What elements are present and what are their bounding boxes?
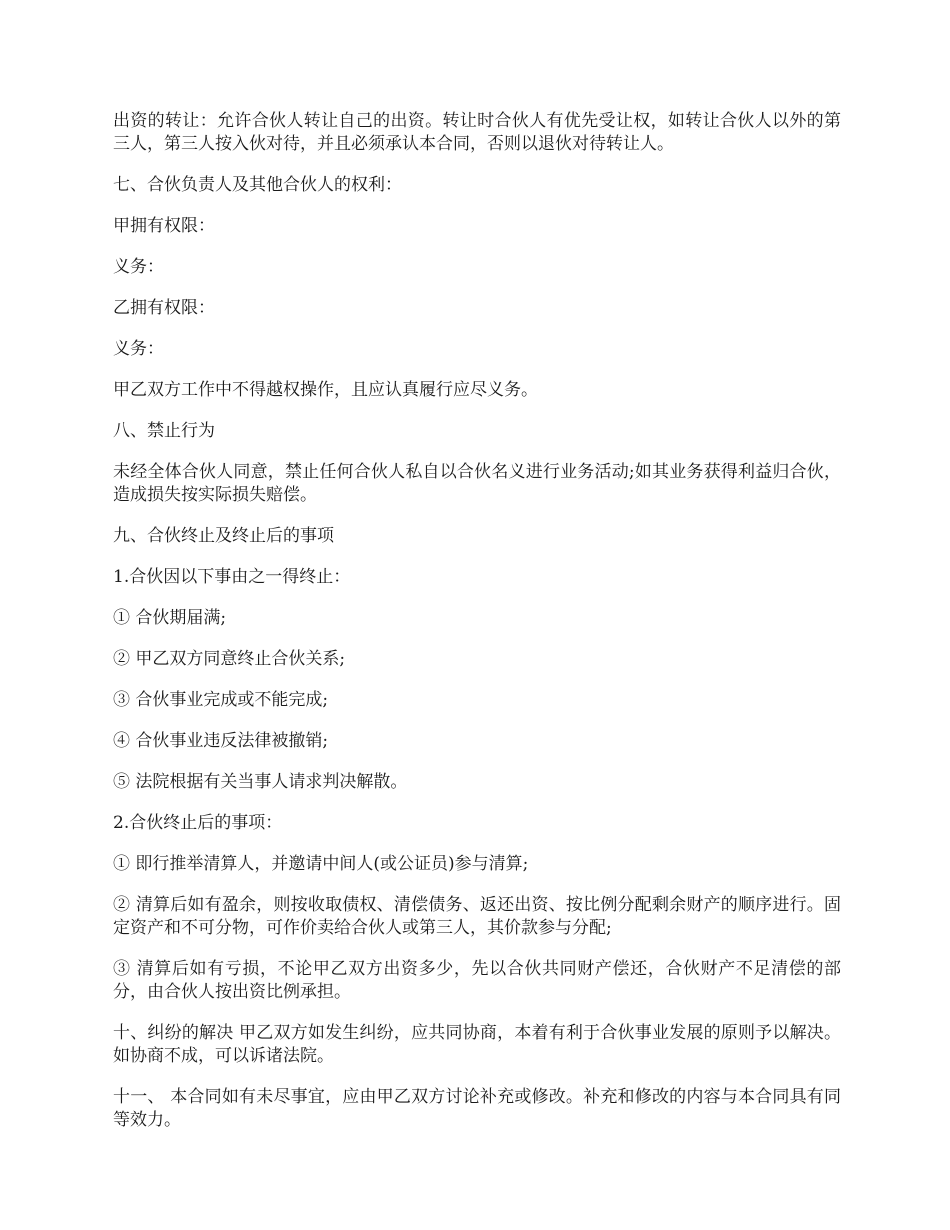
heading-section-8: 八、禁止行为 [113, 421, 215, 441]
heading-section-9: 九、合伙终止及终止后的事项 [113, 526, 334, 546]
list-item-post-termination-1: ① 即行推举清算人，并邀请中间人(或公证员)参与清算; [113, 854, 529, 874]
paragraph-prohibited-conduct: 未经全体合伙人同意，禁止任何合伙人私自以合伙名义进行业务活动;如其业务获得利益归合伙，造成损失按实际损失赔偿。 [113, 462, 841, 505]
list-item-post-termination-2: ② 清算后如有盈余，则按收取债权、清偿债务、返还出资、按比例分配剩余财产的顺序进行。固定资产和不可分物，可作价卖给合伙人或第三人，其价款参与分配; [113, 895, 841, 938]
list-item-termination-5: ⑤ 法院根据有关当事人请求判决解散。 [113, 772, 408, 792]
list-item-termination-4: ④ 合伙事业违反法律被撤销; [113, 731, 329, 751]
paragraph-section-11-amendments: 十一、 本合同如有未尽事宜，应由甲乙双方讨论补充或修改。补充和修改的内容与本合同具有同等效力。 [113, 1087, 841, 1130]
paragraph-party-a-authority: 甲拥有权限： [113, 216, 215, 236]
paragraph-party-a-obligations: 义务： [113, 257, 164, 277]
paragraph-party-b-obligations: 义务： [113, 339, 164, 359]
heading-section-7: 七、合伙负责人及其他合伙人的权利： [113, 175, 402, 195]
list-item-termination-3: ③ 合伙事业完成或不能完成; [113, 690, 329, 710]
paragraph-section-10-disputes: 十、纠纷的解决 甲乙双方如发生纠纷，应共同协商，本着有利于合伙事业发展的原则予以解决。如协商不成，可以诉诸法院。 [113, 1023, 841, 1066]
paragraph-termination-causes: 1.合伙因以下事由之一得终止： [113, 567, 351, 587]
list-item-post-termination-3: ③ 清算后如有亏损，不论甲乙双方出资多少，先以合伙共同财产偿还，合伙财产不足清偿的部分，由合伙人按出资比例承担。 [113, 959, 841, 1002]
paragraph-no-overreach: 甲乙双方工作中不得越权操作，且应认真履行应尽义务。 [113, 380, 538, 400]
document-body [113, 110, 841, 1150]
list-item-termination-1: ① 合伙期届满; [113, 608, 227, 628]
paragraph-transfer-of-contribution: 出资的转让：允许合伙人转让自己的出资。转让时合伙人有优先受让权，如转让合伙人以外的第三人，第三人按入伙对待，并且必须承认本合同，否则以退伙对待转让人。 [113, 111, 841, 154]
list-item-termination-2: ② 甲乙双方同意终止合伙关系; [113, 649, 346, 669]
paragraph-party-b-authority: 乙拥有权限： [113, 298, 215, 318]
paragraph-post-termination: 2.合伙终止后的事项： [113, 813, 283, 833]
